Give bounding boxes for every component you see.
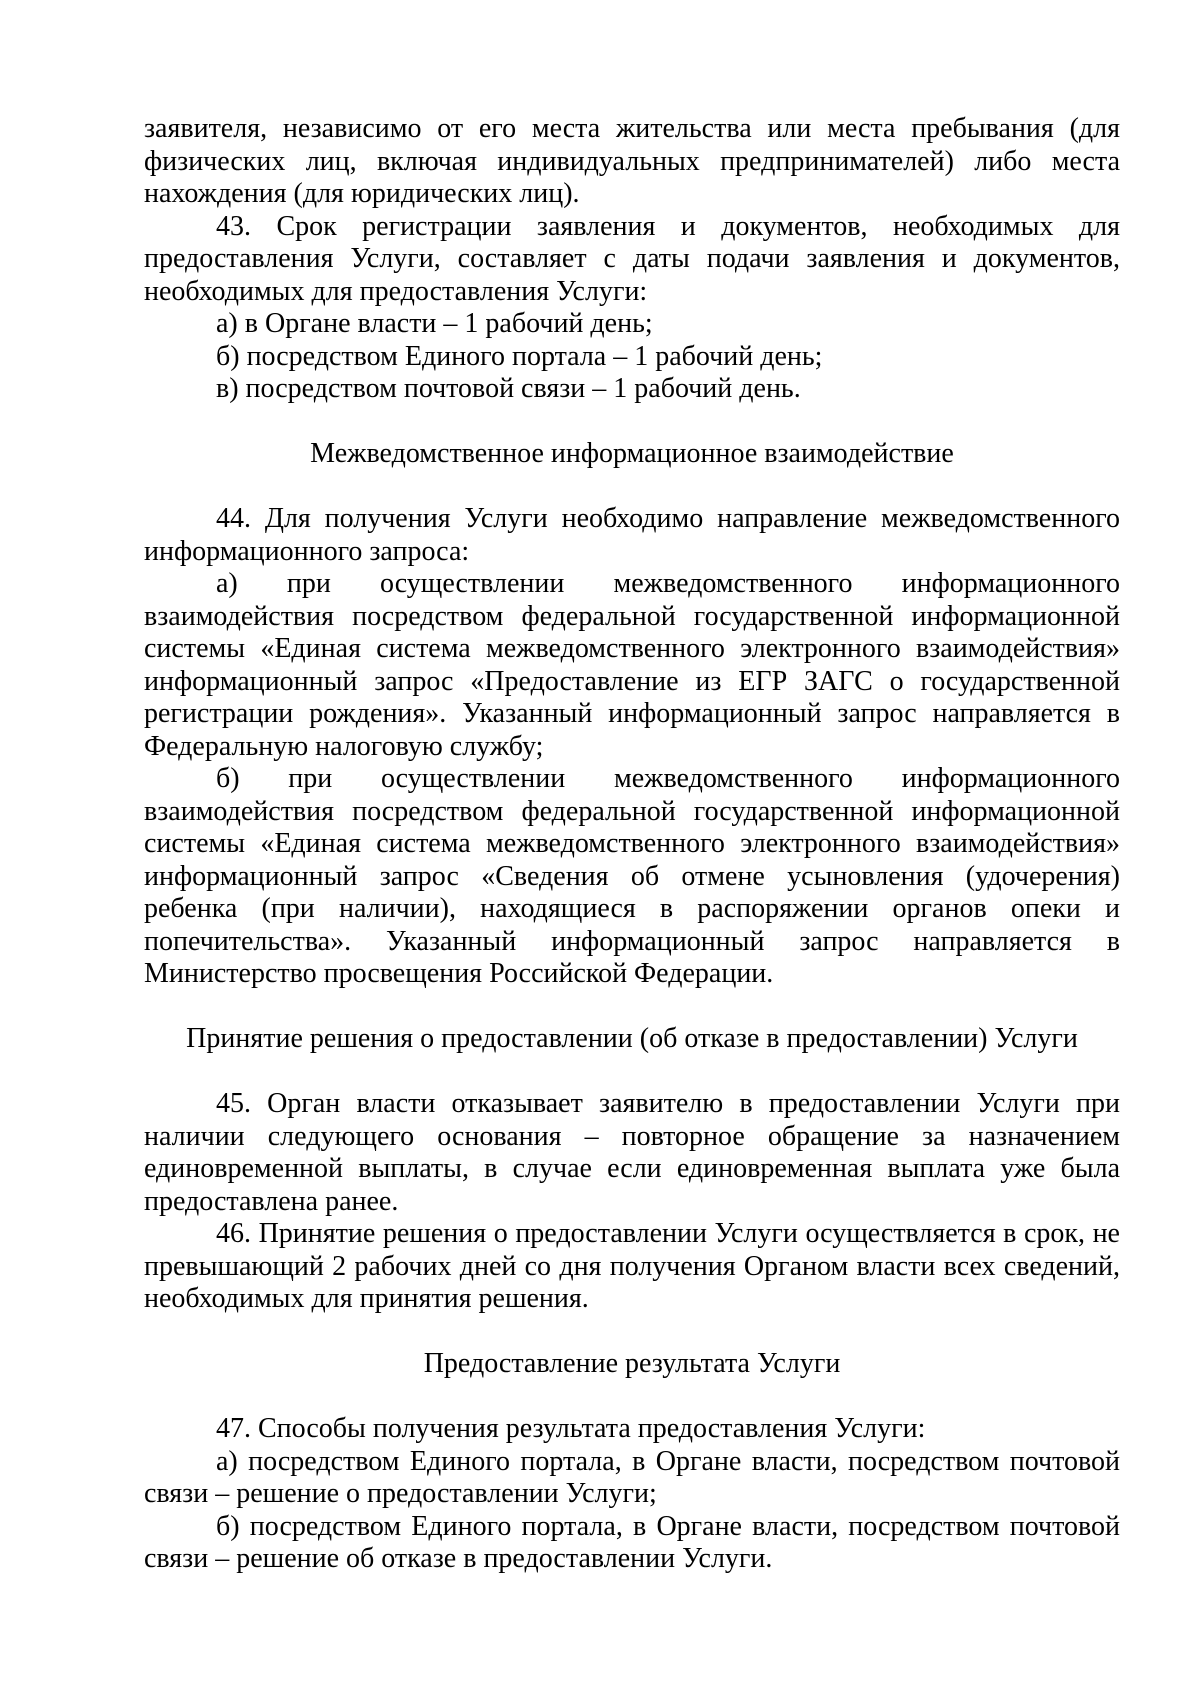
paragraph-44-interagency-request: 44. Для получения Услуги необходимо направление межведомственного информационного запроса:	[144, 503, 1120, 567]
document-page	[144, 113, 1120, 1576]
section-heading-interagency: Межведомственное информационное взаимодействие	[310, 438, 954, 469]
paragraph-46-decision-term: 46. Принятие решения о предоставлении Услуги осуществляется в срок, не превышающий 2 рабочих дней со дня получения Органом власти всех сведений, необходимых для принятия решения.	[144, 1218, 1120, 1314]
section-heading-result: Предоставление результата Услуги	[423, 1348, 841, 1379]
list-item-47a: а) посредством Единого портала, в Органе власти, посредством почтовой связи – решение о предоставлении Услуги;	[144, 1445, 1120, 1509]
spacer	[144, 991, 1120, 1024]
list-item-47b: б) посредством Единого портала, в Органе власти, посредством почтовой связи – решение об отказе в предоставлении Услуги.	[144, 1510, 1120, 1574]
list-item-43a: а) в Органе власти – 1 рабочий день;	[216, 308, 653, 339]
spacer	[144, 406, 1120, 439]
paragraph-47-result-methods: 47. Способы получения результата предоставления Услуги:	[216, 1413, 926, 1444]
spacer	[144, 1381, 1120, 1414]
spacer	[144, 1056, 1120, 1089]
list-item-44a: а) при осуществлении межведомственного информационного взаимодействия посредством федеральной государственной информационной системы «Единая система межведомственного электронного взаимодействия» информационный запрос «Предоставление из ЕГР ЗАГС о государственной регистрации рождения». Указанный информационный запрос направляется в Федеральную налоговую службу;	[144, 568, 1120, 762]
spacer	[144, 1316, 1120, 1349]
paragraph-43-registration-term: 43. Срок регистрации заявления и документов, необходимых для предоставления Услуги, составляет с даты подачи заявления и документов, необходимых для предоставления Услуги:	[144, 210, 1120, 307]
section-heading-decision: Принятие решения о предоставлении (об отказе в предоставлении) Услуги	[186, 1023, 1078, 1054]
list-item-43b: б) посредством Единого портала – 1 рабочий день;	[216, 340, 823, 372]
paragraph-applicant-location: заявителя, независимо от его места жительства или места пребывания (для физических лиц, включая индивидуальных предпринимателей) либо места нахождения (для юридических лиц).	[144, 113, 1120, 209]
list-item-44b: б) при осуществлении межведомственного информационного взаимодействия посредством федеральной государственной информационной системы «Единая система межведомственного электронного взаимодействия» информационный запрос «Сведения об отмене усыновления (удочерения) ребенка (при наличии), находящиеся в распоряжении органов опеки и попечительства». Указанный информационный запрос направляется в Министерство просвещения Российской Федерации.	[144, 763, 1120, 989]
spacer	[144, 471, 1120, 504]
list-item-43c: в) посредством почтовой связи – 1 рабочий день.	[216, 373, 801, 404]
paragraph-45-refusal-grounds: 45. Орган власти отказывает заявителю в предоставлении Услуги при наличии следующего основания – повторное обращение за назначением единовременной выплаты, в случае если единовременная выплата уже была предоставлена ранее.	[144, 1088, 1120, 1217]
